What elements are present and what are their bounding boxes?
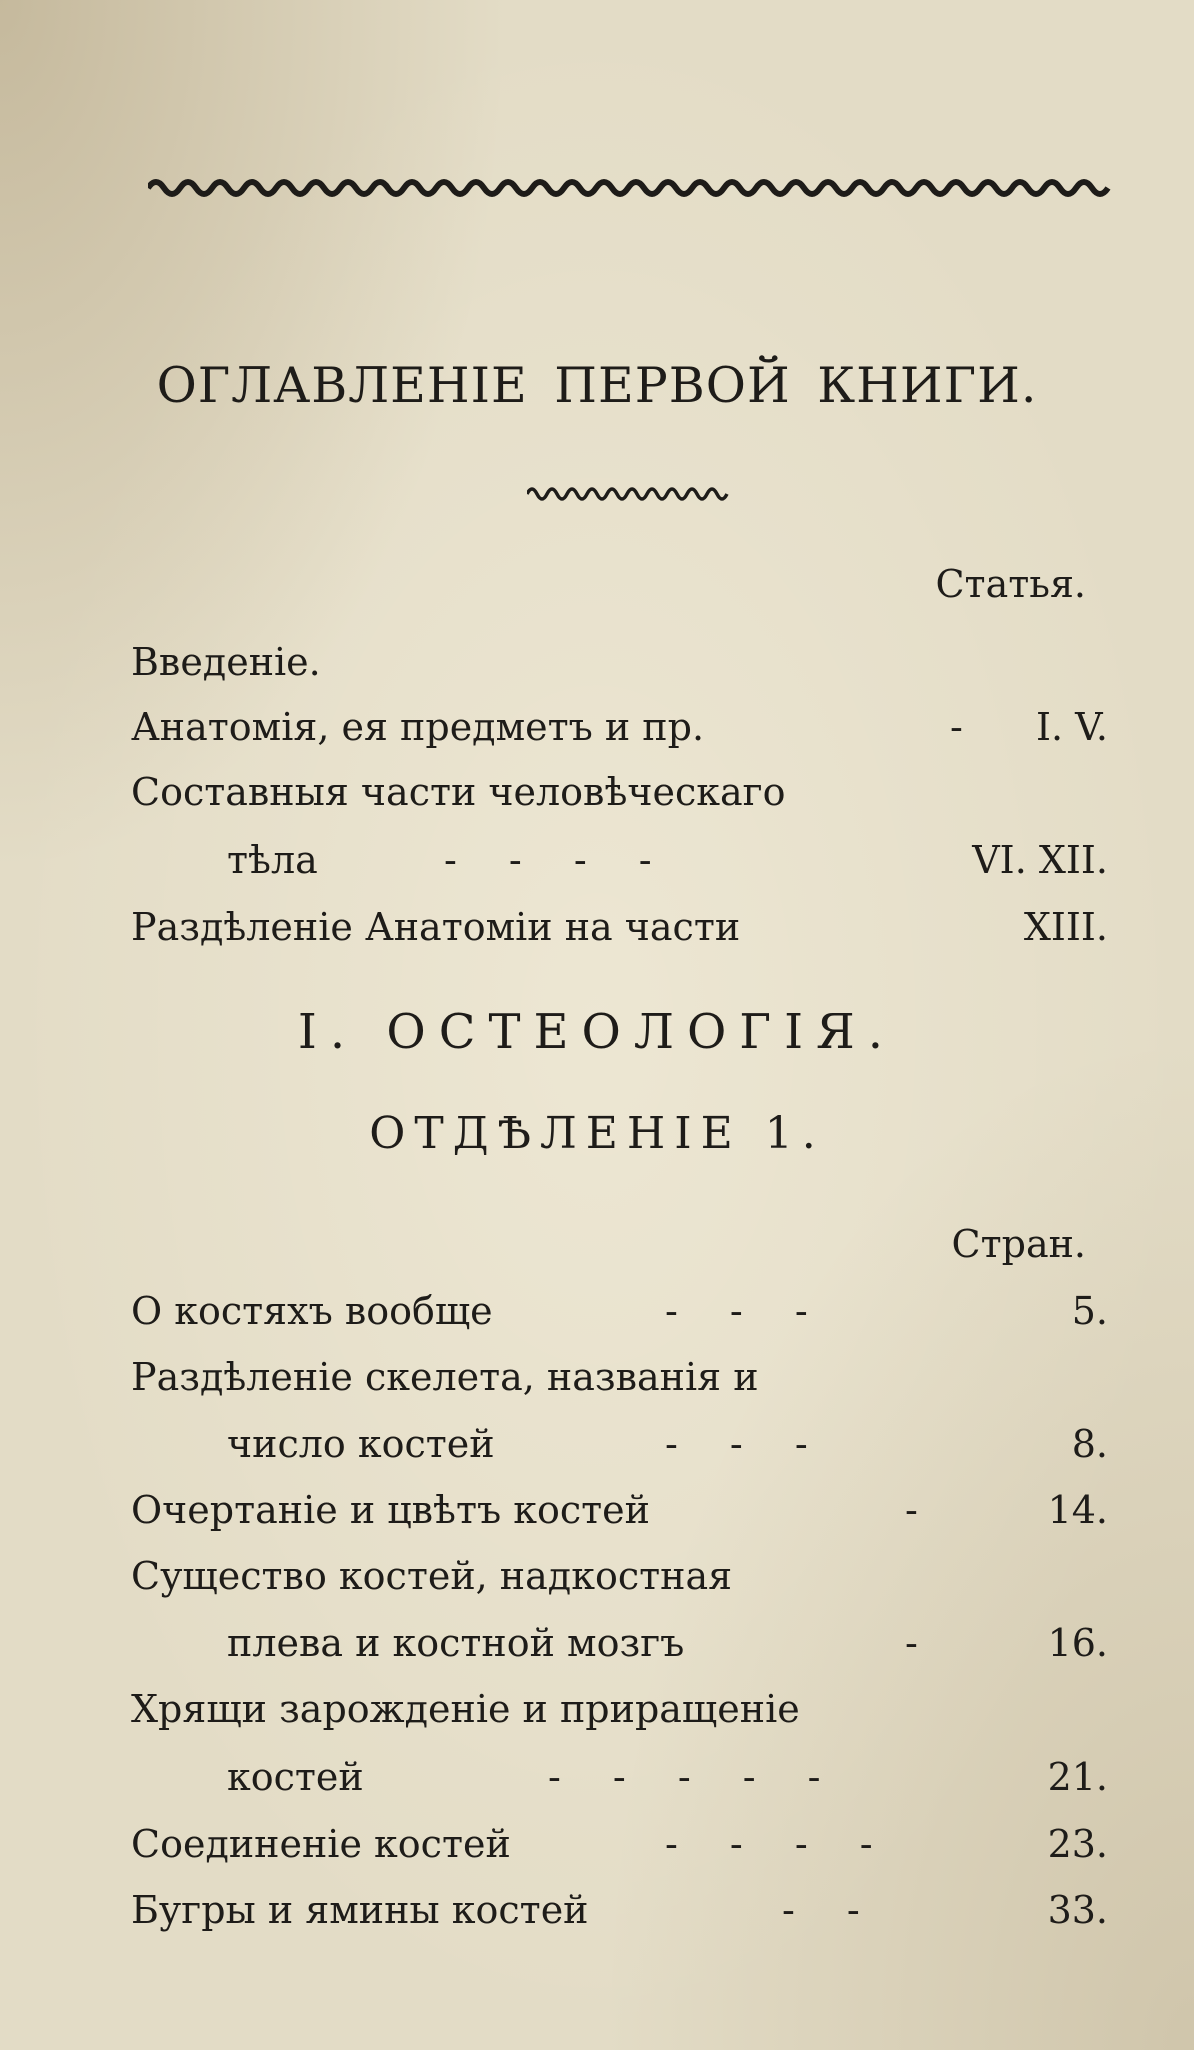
toc-entry-title: Соединеніе костей [131, 1822, 511, 1866]
toc-entry-title: Бугры и ямины костей [131, 1888, 589, 1932]
toc-leaders: - [905, 1488, 918, 1532]
toc-row [0, 897, 1194, 957]
toc-row [0, 1679, 1194, 1739]
toc-entry-title: Очертаніе и цвѣтъ костей [131, 1488, 650, 1532]
toc-leaders: - [950, 705, 963, 749]
toc-entry-title: Раздѣленіе скелета, названія и [131, 1355, 759, 1399]
section-heading: ОТДѢЛЕНІЕ 1. [369, 1108, 825, 1159]
toc-entry-title-continued: костей [227, 1755, 364, 1799]
toc-leaders: - - - - [444, 838, 652, 882]
toc-entry-title: Раздѣленіе Анатоміи на части [131, 905, 741, 949]
intro-heading-row [0, 632, 1194, 692]
toc-leaders: - - - - [665, 1822, 873, 1866]
toc-leaders: - - - [665, 1289, 808, 1333]
part-heading: I. ОСТЕОЛОГІЯ. [297, 1004, 897, 1060]
toc-entry-ref: I. V. [1035, 705, 1108, 749]
toc-entry-title: Анатомія, ея предметъ и пр. [131, 705, 705, 749]
intro-heading: Введеніе. [131, 640, 321, 684]
toc-entry-page: 5. [1071, 1289, 1108, 1333]
toc-row [0, 1347, 1194, 1407]
toc-row [0, 1880, 1194, 1940]
part-column-header: Стран. [951, 1222, 1086, 1266]
toc-entry-page: 21. [1047, 1755, 1108, 1799]
toc-row [0, 697, 1194, 757]
toc-leaders: - - - [665, 1422, 808, 1466]
toc-leaders: - - [782, 1888, 860, 1932]
toc-entry-page: 33. [1047, 1888, 1108, 1932]
toc-entry-page: 14. [1047, 1488, 1108, 1532]
toc-row-continuation [0, 1414, 1194, 1474]
toc-entry-page: 23. [1047, 1822, 1108, 1866]
toc-row-continuation [0, 1747, 1194, 1807]
toc-entry-title: Хрящи зарожденіе и приращеніе [131, 1687, 800, 1731]
toc-leaders: - - - - - [548, 1755, 821, 1799]
toc-row [0, 1814, 1194, 1874]
toc-entry-title-continued: число костей [227, 1422, 495, 1466]
toc-entry-title: Существо костей, надкостная [131, 1554, 733, 1598]
toc-row [0, 1281, 1194, 1341]
toc-leaders: - [905, 1621, 918, 1665]
toc-entry-ref: VI. XII. [972, 838, 1108, 882]
toc-entry-title: О костяхъ вообще [131, 1289, 493, 1333]
title-ornament-rule [527, 482, 732, 504]
intro-column-header: Статья. [935, 562, 1086, 606]
toc-row [0, 1480, 1194, 1540]
toc-row-continuation [0, 1613, 1194, 1673]
toc-row [0, 1546, 1194, 1606]
toc-entry-ref: XIII. [1023, 905, 1108, 949]
top-ornament-rule [148, 168, 1118, 206]
toc-entry-title: Составныя части человѣческаго [131, 770, 786, 814]
page-title: ОГЛАВЛЕНІЕ ПЕРВОЙ КНИГИ. [156, 357, 1038, 414]
toc-entry-title-continued: тѣла [227, 838, 318, 882]
toc-entry-title-continued: плева и костной мозгъ [227, 1621, 685, 1665]
toc-entry-page: 16. [1047, 1621, 1108, 1665]
toc-entry-page: 8. [1071, 1422, 1108, 1466]
toc-row [0, 762, 1194, 822]
toc-row-continuation [0, 830, 1194, 890]
